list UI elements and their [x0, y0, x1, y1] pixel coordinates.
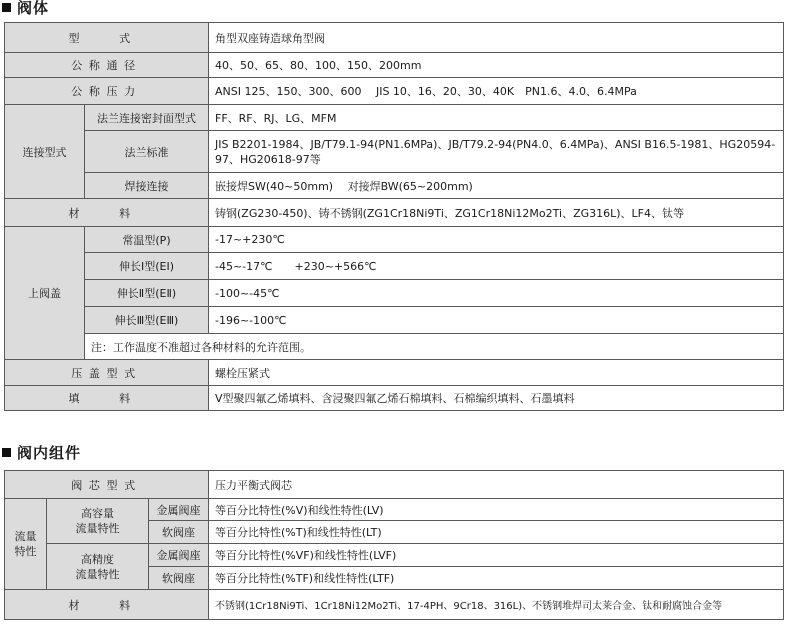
bonnet-label: 上阀盖 — [5, 227, 85, 360]
table-row — [5, 334, 784, 360]
metal-seat-label: 金属阀座 — [149, 544, 209, 567]
extension-1-label: 伸长Ⅰ型(EⅠ) — [85, 253, 209, 280]
table-row — [5, 173, 784, 199]
packing-label: 填 料 — [5, 386, 209, 411]
heading-text: 阀体 — [17, 0, 50, 17]
gland-value: 螺栓压紧式 — [209, 360, 784, 386]
material-value: 铸钢(ZG230-450)、铸不锈钢(ZG1Cr18Ni9Ti、ZG1Cr18Ni12Mo2Ti、ZG316L)、LF4、钛等 — [209, 199, 784, 227]
diameter-label: 公称通径 — [5, 53, 209, 78]
weld-value: 嵌接焊SW(40~50mm) 对接焊BW(65~200mm) — [209, 173, 784, 199]
table-row — [5, 307, 784, 334]
gland-label: 压盖型式 — [5, 360, 209, 386]
high-capacity-soft-value: 等百分比特性(%T)和线性特性(LT) — [209, 521, 784, 544]
section-heading-trim — [2, 442, 81, 463]
diameter-value: 40、50、65、80、100、150、200mm — [209, 53, 784, 78]
extension-2-label: 伸长Ⅱ型(EⅡ) — [85, 280, 209, 307]
normal-type-value: -17~+230℃ — [209, 227, 784, 253]
high-precision-metal-value: 等百分比特性(%VF)和线性特性(LVF) — [209, 544, 784, 567]
table-row — [5, 253, 784, 280]
type-label: 型 式 — [5, 23, 209, 53]
table-row — [5, 360, 784, 386]
type-value: 角型双座铸造球角型阀 — [209, 23, 784, 53]
soft-seat-label: 软阀座 — [149, 567, 209, 590]
extension-2-value: -100~-45℃ — [209, 280, 784, 307]
high-precision-soft-value: 等百分比特性(%TF)和线性特性(LTF) — [209, 567, 784, 590]
table-row — [5, 590, 784, 620]
connection-label: 连接型式 — [5, 105, 85, 199]
material-label: 材 料 — [5, 199, 209, 227]
table-row — [5, 105, 784, 131]
pressure-value: ANSI 125、150、300、600 JIS 10、16、20、30、40K PN1.6、4.0、6.4MPa — [209, 78, 784, 105]
normal-type-label: 常温型(P) — [85, 227, 209, 253]
extension-3-label: 伸长Ⅲ型(EⅢ) — [85, 307, 209, 334]
plug-value: 压力平衡式阀芯 — [209, 471, 784, 499]
valve-body-table — [4, 22, 784, 411]
extension-1-value: -45~-17℃ +230~+566℃ — [209, 253, 784, 280]
flange-face-label: 法兰连接密封面型式 — [85, 105, 209, 131]
table-row — [5, 280, 784, 307]
table-row — [5, 227, 784, 253]
section-heading-valve-body — [2, 0, 49, 18]
table-row — [5, 499, 784, 521]
table-row — [5, 199, 784, 227]
table-row — [5, 78, 784, 105]
trim-material-label: 材 料 — [5, 590, 209, 620]
packing-value: V型聚四氟乙烯填料、含浸聚四氟乙烯石棉填料、石棉编织填料、石墨填料 — [209, 386, 784, 411]
flow-characteristic-label: 流量 特性 — [5, 499, 47, 590]
square-bullet-icon — [2, 448, 11, 457]
table-row — [5, 131, 784, 173]
trim-material-value: 不锈钢(1Cr18Ni9Ti、1Cr18Ni12Mo2Ti、17-4PH、9Cr18、316L)、不锈钢堆焊司太莱合金、钛和耐腐蚀合金等 — [209, 590, 784, 620]
high-capacity-label: 高容量 流量特性 — [47, 499, 149, 544]
flange-face-value: FF、RF、RJ、LG、MFM — [209, 105, 784, 131]
table-row — [5, 386, 784, 411]
soft-seat-label: 软阀座 — [149, 521, 209, 544]
high-capacity-metal-value: 等百分比特性(%V)和线性特性(LV) — [209, 499, 784, 521]
table-row — [5, 23, 784, 53]
pressure-label: 公称压力 — [5, 78, 209, 105]
extension-3-value: -196~-100℃ — [209, 307, 784, 334]
weld-label: 焊接连接 — [85, 173, 209, 199]
flange-standard-label: 法兰标准 — [85, 131, 209, 173]
trim-table — [4, 470, 784, 620]
flange-standard-value: JIS B2201-1984、JB/T79.1-94(PN1.6MPa)、JB/T79.2-94(PN4.0、6.4MPa)、ANSI B16.5-1981、HG20594-97、HG20618-97等 — [209, 131, 784, 173]
square-bullet-icon — [2, 3, 11, 12]
plug-label: 阀芯型式 — [5, 471, 209, 499]
table-row — [5, 544, 784, 567]
table-row — [5, 471, 784, 499]
table-row — [5, 53, 784, 78]
temperature-note: 注：工作温度不准超过各种材料的允许范围。 — [85, 334, 784, 360]
high-precision-label: 高精度 流量特性 — [47, 544, 149, 590]
heading-text: 阀内组件 — [17, 444, 82, 462]
metal-seat-label: 金属阀座 — [149, 499, 209, 521]
